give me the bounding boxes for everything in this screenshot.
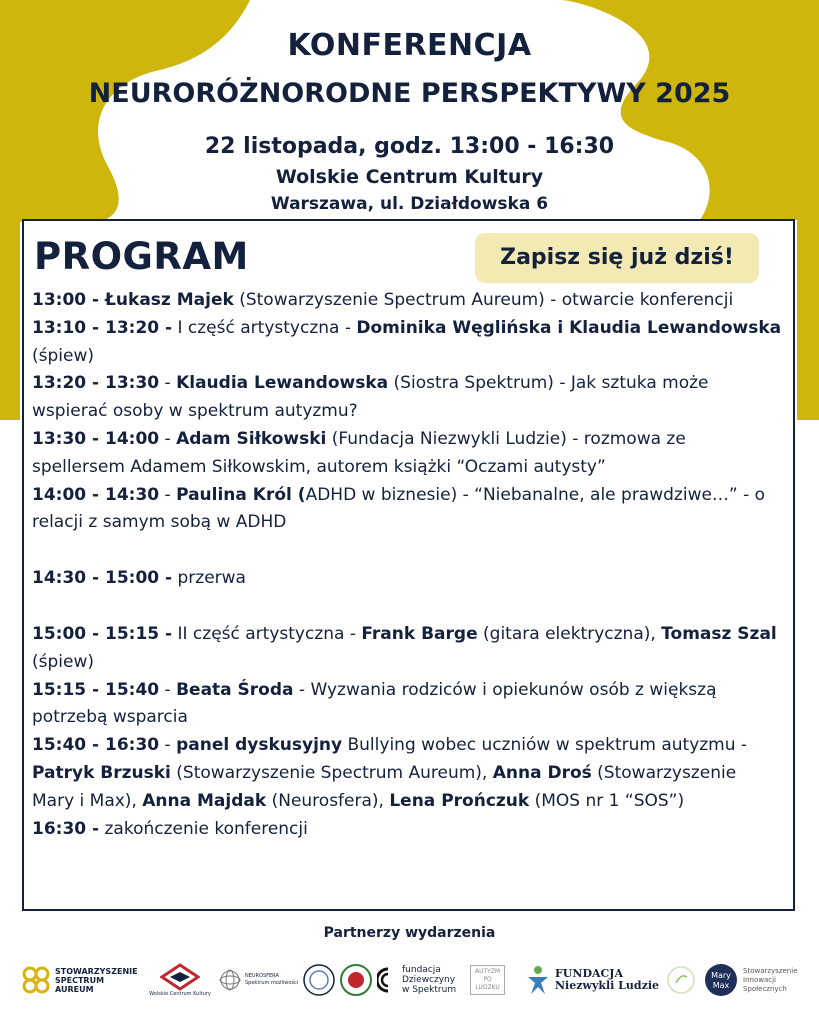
- spectrum-aureum-icon: [22, 966, 50, 994]
- program-time: 15:15 - 15:40: [32, 679, 160, 700]
- program-entry: [32, 482, 782, 538]
- mary-max-text: Stowarzyszenie Innowacji Społecznych: [743, 966, 798, 993]
- program-card: [22, 219, 795, 911]
- program-text: (MOS nr 1 “SOS”): [529, 790, 685, 811]
- niezwykli-text: FUNDACJA Niezwykli Ludzie: [555, 967, 659, 992]
- event-date: 22 listopada, godz. 13:00 - 16:30: [204, 134, 615, 159]
- program-text: -: [159, 679, 177, 700]
- niezwykli-ludzie-logo: [525, 950, 665, 1010]
- partner-round-logo: [666, 950, 698, 1010]
- program-highlight: Klaudia Lewandowska: [176, 373, 389, 394]
- program-highlight: Anna Majdak: [142, 790, 267, 811]
- partner-seal-1-logo: [302, 950, 338, 1010]
- program-heading: PROGRAM: [34, 235, 249, 278]
- program-text: -: [159, 484, 177, 505]
- program-highlight: Beata Środa: [176, 679, 294, 700]
- spiral-icon: [377, 967, 399, 993]
- program-text: (Neurosfera),: [266, 790, 390, 811]
- program-time: 15:00 - 15:15 -: [32, 623, 173, 644]
- wck-logo: [144, 950, 216, 1010]
- program-highlight: Patryk Brzuski: [32, 762, 171, 783]
- program-text: -: [159, 735, 177, 756]
- program-text: (Stowarzyszenie Spectrum Aureum),: [170, 762, 493, 783]
- program-text: (Stowarzyszenie Mary i Max),: [32, 762, 737, 811]
- program-time: 16:30 -: [32, 818, 100, 839]
- program-text: (Stowarzyszenie Spectrum Aureum) - otwarcie konferencji: [233, 290, 734, 310]
- program-entry: [32, 677, 782, 733]
- program-text: -: [159, 373, 177, 394]
- partner-seal-2-logo: [339, 950, 375, 1010]
- program-text: Bullying wobec uczniów w spektrum autyzmu -: [342, 735, 748, 756]
- seal-icon: [302, 963, 336, 997]
- spectrum-aureum-text: STOWARZYSZENIE SPECTRUM AUREUM: [55, 966, 138, 994]
- event-venue: Wolskie Centrum Kultury: [275, 166, 544, 188]
- program-text: (śpiew): [32, 345, 94, 366]
- mary-max-logo: [704, 950, 814, 1010]
- svg-text:Max: Max: [712, 981, 730, 990]
- program-list: [32, 287, 782, 843]
- program-highlight: Frank Barge: [361, 623, 478, 644]
- program-spacer: [32, 537, 782, 565]
- program-time: 15:40 - 16:30: [32, 735, 160, 756]
- program-entry: [32, 370, 782, 426]
- program-time: 14:00 - 14:30: [32, 484, 160, 505]
- program-entry: [32, 315, 782, 371]
- program-text: (Fundacja Niezwykli Ludzie) - rozmowa ze spellersem Adamem Siłkowskim, autorem książki “Oczami autysty”: [32, 428, 686, 477]
- partners-label: Partnerzy wydarzenia: [323, 925, 496, 941]
- partner-logos: [0, 950, 819, 1012]
- program-entry: [32, 426, 782, 482]
- conference-subtitle: NEURORÓŻNORODNE PERSPEKTYWY 2025: [88, 78, 731, 109]
- program-text: (śpiew): [32, 651, 94, 672]
- dziewczyny-w-spektrum-logo: [377, 950, 469, 1010]
- dziewczyny-text: fundacja Dziewczyny w Spektrum: [402, 965, 457, 995]
- program-time: 13:00 -: [32, 290, 100, 310]
- neurosfera-text: NEUROSFERA Spektrum możliwości: [245, 973, 299, 986]
- program-highlight: Dominika Węglińska i Klaudia Lewandowska: [356, 317, 782, 338]
- seal-green-icon: [339, 963, 373, 997]
- program-entry: [32, 732, 782, 815]
- program-time: 14:30 - 15:00 -: [32, 568, 173, 589]
- program-spacer: [32, 593, 782, 621]
- program-entry: [32, 816, 782, 844]
- program-text: I część artystyczna -: [172, 317, 357, 338]
- program-highlight: Adam Siłkowski: [176, 428, 327, 449]
- program-entry: [32, 621, 782, 677]
- program-highlight: Tomasz Szal: [661, 623, 777, 644]
- neurosfera-icon: [218, 968, 242, 992]
- program-time: 13:30 - 14:00: [32, 428, 160, 449]
- program-highlight: Lena Prończuk: [389, 790, 530, 811]
- neurosfera-logo: [218, 950, 300, 1010]
- event-address: Warszawa, ul. Działdowska 6: [270, 194, 549, 214]
- program-highlight: Anna Droś: [492, 762, 592, 783]
- leaf-round-icon: [666, 965, 696, 995]
- program-text: zakończenie konferencji: [99, 818, 308, 839]
- program-time: 13:20 - 13:30: [32, 373, 160, 394]
- signup-button[interactable]: Zapisz się już dziś!: [475, 233, 759, 283]
- autyzm-text: AUTYZM PO LUDZKU: [470, 965, 505, 995]
- program-text: II część artystyczna -: [172, 623, 362, 644]
- program-text: (Siostra Spektrum) - Jak sztuka może wspierać osoby w spektrum autyzmu?: [32, 373, 709, 422]
- figure-icon: [525, 965, 551, 995]
- program-text: - Wyzwania rodziców i opiekunów osób z większą potrzebą wsparcia: [32, 679, 717, 728]
- program-entry: [32, 565, 782, 593]
- conference-title: KONFERENCJA: [287, 28, 532, 63]
- program-highlight: panel dyskusyjny: [176, 735, 343, 756]
- program-entry: [32, 287, 782, 315]
- program-text: (gitara elektryczna),: [477, 623, 662, 644]
- spectrum-aureum-logo: [22, 950, 142, 1010]
- autyzm-po-ludzku-logo: [470, 950, 520, 1010]
- program-time: 13:10 - 13:20 -: [32, 317, 173, 338]
- program-text: ADHD w biznesie) - “Niebanalne, ale prawdziwe…” - o relacji z samym sobą w ADHD: [32, 484, 766, 533]
- program-highlight: Paulina Król (: [176, 484, 306, 505]
- program-text: przerwa: [172, 568, 246, 589]
- wck-icon: [160, 963, 200, 991]
- program-text: -: [159, 428, 177, 449]
- program-highlight: Łukasz Majek: [99, 290, 234, 310]
- svg-text:Mary: Mary: [711, 971, 731, 980]
- mary-max-icon: [704, 963, 738, 997]
- wck-text: Wolskie Centrum Kultury: [149, 991, 211, 997]
